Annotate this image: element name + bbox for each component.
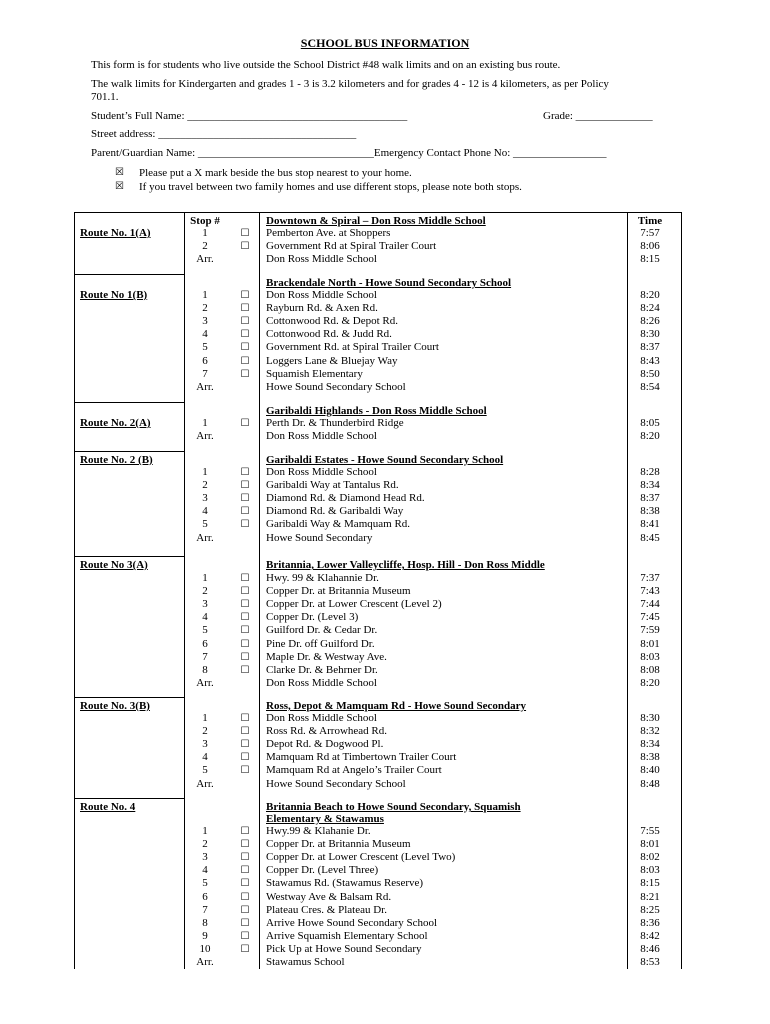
stop-checkbox[interactable]: ☐ bbox=[240, 752, 250, 763]
stop-number: 5 bbox=[202, 518, 208, 530]
stop-name: Don Ross Middle School bbox=[266, 253, 377, 265]
stop-checkbox[interactable]: ☐ bbox=[240, 303, 250, 314]
stop-checkbox[interactable]: ☐ bbox=[240, 329, 250, 340]
stop-name: Hwy. 99 & Klahannie Dr. bbox=[266, 572, 379, 584]
stop-number: 10 bbox=[199, 943, 211, 955]
stop-name: Copper Dr. (Level Three) bbox=[266, 864, 379, 876]
stop-name: Depot Rd. & Dogwood Pl. bbox=[266, 738, 384, 750]
stop-name: Ross Rd. & Arrowhead Rd. bbox=[266, 725, 387, 737]
stop-number: 1 bbox=[202, 825, 208, 837]
stop-time: 8:25 bbox=[640, 904, 660, 916]
stop-name: Plateau Cres. & Plateau Dr. bbox=[266, 904, 387, 916]
stop-time: 8:02 bbox=[640, 851, 660, 863]
stop-name: Pemberton Ave. at Shoppers bbox=[266, 227, 391, 239]
stop-checkbox[interactable]: ☐ bbox=[240, 826, 250, 837]
stop-name: Squamish Elementary bbox=[266, 368, 363, 380]
stop-name: Copper Dr. at Lower Crescent (Level Two) bbox=[266, 851, 456, 863]
stop-number: Arr. bbox=[196, 381, 214, 393]
stop-number: 6 bbox=[202, 891, 208, 903]
stop-checkbox[interactable]: ☐ bbox=[240, 356, 250, 367]
instruction-2-text: If you travel between two family homes and use different stops, please note both stops. bbox=[139, 181, 522, 193]
stop-checkbox[interactable]: ☐ bbox=[240, 573, 250, 584]
stop-name: Guilford Dr. & Cedar Dr. bbox=[266, 624, 378, 636]
policy-number: 701.1. bbox=[91, 91, 119, 103]
route-divider bbox=[75, 798, 184, 799]
route-heading: Garibaldi Highlands - Don Ross Middle School bbox=[266, 405, 487, 417]
stop-time: 8:03 bbox=[640, 651, 660, 663]
stop-name: Stawamus School bbox=[266, 956, 345, 968]
stop-time: 8:26 bbox=[640, 315, 660, 327]
stop-name: Arrive Howe Sound Secondary School bbox=[266, 917, 438, 929]
stop-number: 7 bbox=[202, 651, 208, 663]
time-header: Time bbox=[637, 215, 663, 227]
stop-checkbox[interactable]: ☐ bbox=[240, 878, 250, 889]
stop-time: 8:03 bbox=[640, 864, 660, 876]
stop-time: 8:24 bbox=[640, 302, 660, 314]
stop-time: 7:57 bbox=[640, 227, 660, 239]
stop-number: 1 bbox=[202, 466, 208, 478]
page-title: SCHOOL BUS INFORMATION bbox=[300, 36, 470, 50]
stop-name: Diamond Rd. & Diamond Head Rd. bbox=[266, 492, 425, 504]
route-heading: Brackendale North - Howe Sound Secondary School bbox=[266, 277, 512, 289]
stop-time: 8:30 bbox=[640, 712, 660, 724]
stop-number: 4 bbox=[202, 328, 208, 340]
stop-number: Arr. bbox=[196, 532, 214, 544]
stop-number: Arr. bbox=[196, 677, 214, 689]
route-label: Route No. 4 bbox=[80, 801, 136, 813]
stop-name: Diamond Rd. & Garibaldi Way bbox=[266, 505, 404, 517]
stop-name: Howe Sound Secondary School bbox=[266, 381, 406, 393]
stop-number: 1 bbox=[202, 417, 208, 429]
stop-number: 7 bbox=[202, 904, 208, 916]
stop-number: 4 bbox=[202, 864, 208, 876]
route-heading: Ross, Depot & Mamquam Rd - Howe Sound Secondary bbox=[266, 700, 527, 712]
stop-number: 9 bbox=[202, 930, 208, 942]
stop-time: 7:44 bbox=[640, 598, 660, 610]
stop-checkbox[interactable]: ☐ bbox=[240, 467, 250, 478]
stop-name: Copper Dr. at Britannia Museum bbox=[266, 585, 411, 597]
route-divider bbox=[75, 556, 184, 557]
stop-name: Rayburn Rd. & Axen Rd. bbox=[266, 302, 378, 314]
stop-number: 1 bbox=[202, 227, 208, 239]
stop-time: 7:55 bbox=[640, 825, 660, 837]
stop-name: Copper Dr. at Lower Crescent (Level 2) bbox=[266, 598, 442, 610]
route-heading: Britannia, Lower Valleycliffe, Hosp. Hill - Don Ross Middle bbox=[266, 559, 545, 571]
stop-checkbox[interactable]: ☐ bbox=[240, 480, 250, 491]
stop-name: Garibaldi Way & Mamquam Rd. bbox=[266, 518, 411, 530]
stop-name: Don Ross Middle School bbox=[266, 430, 377, 442]
stop-number: Arr. bbox=[196, 430, 214, 442]
stop-name: Copper Dr. at Britannia Museum bbox=[266, 838, 411, 850]
stop-number: 1 bbox=[202, 572, 208, 584]
stop-name: Cottonwood Rd. & Depot Rd. bbox=[266, 315, 399, 327]
stop-number: Arr. bbox=[196, 956, 214, 968]
stop-checkbox[interactable]: ☐ bbox=[240, 599, 250, 610]
stop-number: 5 bbox=[202, 341, 208, 353]
parent-guardian-field[interactable]: Parent/Guardian Name: ________________________________Emergency Contact Phone No: _________________ bbox=[91, 147, 607, 159]
stop-time: 8:37 bbox=[640, 341, 660, 353]
stop-header: Stop # bbox=[190, 215, 220, 227]
stop-name: Mamquam Rd at Timbertown Trailer Court bbox=[266, 751, 457, 763]
stop-checkbox[interactable]: ☐ bbox=[240, 713, 250, 724]
stop-number: Arr. bbox=[196, 253, 214, 265]
stop-number: 4 bbox=[202, 611, 208, 623]
checked-box-icon: ☒ bbox=[115, 181, 124, 192]
stop-number: 2 bbox=[202, 302, 208, 314]
stop-name: Maple Dr. & Westway Ave. bbox=[266, 651, 387, 663]
stop-time: 8:15 bbox=[640, 253, 660, 265]
stop-checkbox[interactable]: ☐ bbox=[240, 765, 250, 776]
stop-time: 8:46 bbox=[640, 943, 660, 955]
grade-field[interactable]: Grade: ______________ bbox=[543, 110, 653, 122]
stop-checkbox[interactable]: ☐ bbox=[240, 241, 250, 252]
stop-name: Copper Dr. (Level 3) bbox=[266, 611, 359, 623]
stop-number: 1 bbox=[202, 289, 208, 301]
stop-time: 8:34 bbox=[640, 479, 660, 491]
stop-time: 7:37 bbox=[640, 572, 660, 584]
stop-name: Howe Sound Secondary School bbox=[266, 778, 406, 790]
checked-box-icon: ☒ bbox=[115, 167, 124, 178]
stop-time: 8:05 bbox=[640, 417, 660, 429]
stop-number: 3 bbox=[202, 492, 208, 504]
stop-time: 8:54 bbox=[640, 381, 660, 393]
stop-checkbox[interactable]: ☐ bbox=[240, 652, 250, 663]
stop-checkbox[interactable]: ☐ bbox=[240, 290, 250, 301]
stop-time: 7:45 bbox=[640, 611, 660, 623]
stop-name: Stawamus Rd. (Stawamus Reserve) bbox=[266, 877, 424, 889]
stop-checkbox[interactable]: ☐ bbox=[240, 369, 250, 380]
stop-number: 4 bbox=[202, 751, 208, 763]
stop-checkbox[interactable]: ☐ bbox=[240, 342, 250, 353]
stop-time: 8:32 bbox=[640, 725, 660, 737]
stop-checkbox[interactable]: ☐ bbox=[240, 625, 250, 636]
stop-time: 8:41 bbox=[640, 518, 660, 530]
stop-checkbox[interactable]: ☐ bbox=[240, 316, 250, 327]
stop-time: 8:20 bbox=[640, 430, 660, 442]
stop-time: 8:28 bbox=[640, 466, 660, 478]
stop-checkbox[interactable]: ☐ bbox=[240, 931, 250, 942]
stop-time: 8:50 bbox=[640, 368, 660, 380]
route-heading: Garibaldi Estates - Howe Sound Secondary School bbox=[266, 454, 504, 466]
stop-time: 7:43 bbox=[640, 585, 660, 597]
stop-name: Howe Sound Secondary bbox=[266, 532, 373, 544]
stop-number: 6 bbox=[202, 638, 208, 650]
stop-checkbox[interactable]: ☐ bbox=[240, 665, 250, 676]
stop-name: Pick Up at Howe Sound Secondary bbox=[266, 943, 422, 955]
route-label: Route No. 2(A) bbox=[80, 417, 151, 429]
stop-number: 3 bbox=[202, 851, 208, 863]
stop-number: 5 bbox=[202, 624, 208, 636]
column-divider bbox=[259, 213, 260, 969]
stop-number: 8 bbox=[202, 917, 208, 929]
route-label: Route No 1(B) bbox=[80, 289, 148, 301]
stop-time: 8:38 bbox=[640, 751, 660, 763]
stop-checkbox[interactable]: ☐ bbox=[240, 612, 250, 623]
stop-name: Don Ross Middle School bbox=[266, 289, 377, 301]
stop-time: 8:38 bbox=[640, 505, 660, 517]
stop-name: Cottonwood Rd. & Judd Rd. bbox=[266, 328, 392, 340]
stop-number: 2 bbox=[202, 240, 208, 252]
bus-route-table bbox=[74, 212, 682, 969]
stop-number: 3 bbox=[202, 315, 208, 327]
stop-number: 3 bbox=[202, 738, 208, 750]
stop-number: 5 bbox=[202, 877, 208, 889]
stop-checkbox[interactable]: ☐ bbox=[240, 852, 250, 863]
stop-checkbox[interactable]: ☐ bbox=[240, 905, 250, 916]
route-divider bbox=[75, 274, 184, 275]
stop-time: 8:08 bbox=[640, 664, 660, 676]
intro-text: This form is for students who live outside the School District #48 walk limits and on an existing bus route. bbox=[91, 59, 561, 71]
stop-time: 8:37 bbox=[640, 492, 660, 504]
stop-name: Loggers Lane & Bluejay Way bbox=[266, 355, 398, 367]
stop-time: 8:01 bbox=[640, 638, 660, 650]
stop-time: 8:42 bbox=[640, 930, 660, 942]
stop-time: 8:30 bbox=[640, 328, 660, 340]
stop-time: 8:20 bbox=[640, 677, 660, 689]
stop-time: 8:45 bbox=[640, 532, 660, 544]
stop-name: Clarke Dr. & Behrner Dr. bbox=[266, 664, 378, 676]
stop-number: 5 bbox=[202, 764, 208, 776]
stop-name: Arrive Squamish Elementary School bbox=[266, 930, 428, 942]
stop-checkbox[interactable]: ☐ bbox=[240, 506, 250, 517]
route-heading: Downtown & Spiral – Don Ross Middle School bbox=[266, 215, 486, 227]
stop-checkbox[interactable]: ☐ bbox=[240, 726, 250, 737]
stop-checkbox[interactable]: ☐ bbox=[240, 918, 250, 929]
stop-checkbox[interactable]: ☐ bbox=[240, 519, 250, 530]
stop-number: 6 bbox=[202, 355, 208, 367]
street-address-field[interactable]: Street address: ____________________________________ bbox=[91, 128, 357, 140]
stop-number: 2 bbox=[202, 585, 208, 597]
stop-checkbox[interactable]: ☐ bbox=[240, 586, 250, 597]
walk-limits-text: The walk limits for Kindergarten and grades 1 - 3 is 3.2 kilometers and for grades 4 - 12 is 4 kilometers, as per Policy bbox=[91, 78, 609, 90]
stop-number: 2 bbox=[202, 479, 208, 491]
stop-number: 2 bbox=[202, 725, 208, 737]
stop-name: Perth Dr. & Thunderbird Ridge bbox=[266, 417, 404, 429]
stop-name: Government Rd. at Spiral Trailer Court bbox=[266, 341, 439, 353]
stop-checkbox[interactable]: ☐ bbox=[240, 228, 250, 239]
stop-checkbox[interactable]: ☐ bbox=[240, 892, 250, 903]
stop-name: Garibaldi Way at Tantalus Rd. bbox=[266, 479, 399, 491]
stop-number: 2 bbox=[202, 838, 208, 850]
stop-checkbox[interactable]: ☐ bbox=[240, 865, 250, 876]
stop-checkbox[interactable]: ☐ bbox=[240, 493, 250, 504]
stop-number: Arr. bbox=[196, 778, 214, 790]
stop-number: 4 bbox=[202, 505, 208, 517]
stop-checkbox[interactable]: ☐ bbox=[240, 418, 250, 429]
route-label: Route No 3(A) bbox=[80, 559, 148, 571]
stop-checkbox[interactable]: ☐ bbox=[240, 839, 250, 850]
stop-time: 8:36 bbox=[640, 917, 660, 929]
stop-name: Pine Dr. off Guilford Dr. bbox=[266, 638, 375, 650]
stop-time: 8:48 bbox=[640, 778, 660, 790]
stop-time: 8:06 bbox=[640, 240, 660, 252]
route-divider bbox=[75, 451, 184, 452]
stop-time: 8:01 bbox=[640, 838, 660, 850]
stop-time: 8:43 bbox=[640, 355, 660, 367]
route-heading: Britannia Beach to Howe Sound Secondary, Squamish bbox=[266, 801, 521, 813]
route-heading: Elementary & Stawamus bbox=[266, 813, 384, 825]
stop-time: 8:15 bbox=[640, 877, 660, 889]
stop-name: Don Ross Middle School bbox=[266, 677, 377, 689]
stop-name: Hwy.99 & Klahanie Dr. bbox=[266, 825, 371, 837]
route-label: Route No. 2 (B) bbox=[80, 454, 153, 466]
stop-name: Mamquam Rd at Angelo’s Trailer Court bbox=[266, 764, 442, 776]
stop-name: Don Ross Middle School bbox=[266, 712, 377, 724]
stop-time: 8:20 bbox=[640, 289, 660, 301]
stop-time: 8:40 bbox=[640, 764, 660, 776]
stop-number: 1 bbox=[202, 712, 208, 724]
stop-time: 8:53 bbox=[640, 956, 660, 968]
stop-checkbox[interactable]: ☐ bbox=[240, 944, 250, 955]
student-name-field[interactable]: Student’s Full Name: ________________________________________ bbox=[91, 110, 408, 122]
instruction-1-text: Please put a X mark beside the bus stop nearest to your home. bbox=[139, 167, 412, 179]
stop-time: 8:21 bbox=[640, 891, 660, 903]
route-divider bbox=[75, 697, 184, 698]
route-label: Route No. 1(A) bbox=[80, 227, 151, 239]
stop-name: Don Ross Middle School bbox=[266, 466, 377, 478]
stop-checkbox[interactable]: ☐ bbox=[240, 639, 250, 650]
route-divider bbox=[75, 402, 184, 403]
stop-time: 7:59 bbox=[640, 624, 660, 636]
stop-name: Westway Ave & Balsam Rd. bbox=[266, 891, 392, 903]
route-label: Route No. 3(B) bbox=[80, 700, 150, 712]
stop-checkbox[interactable]: ☐ bbox=[240, 739, 250, 750]
stop-number: 3 bbox=[202, 598, 208, 610]
stop-number: 7 bbox=[202, 368, 208, 380]
stop-name: Government Rd at Spiral Trailer Court bbox=[266, 240, 437, 252]
stop-number: 8 bbox=[202, 664, 208, 676]
stop-time: 8:34 bbox=[640, 738, 660, 750]
